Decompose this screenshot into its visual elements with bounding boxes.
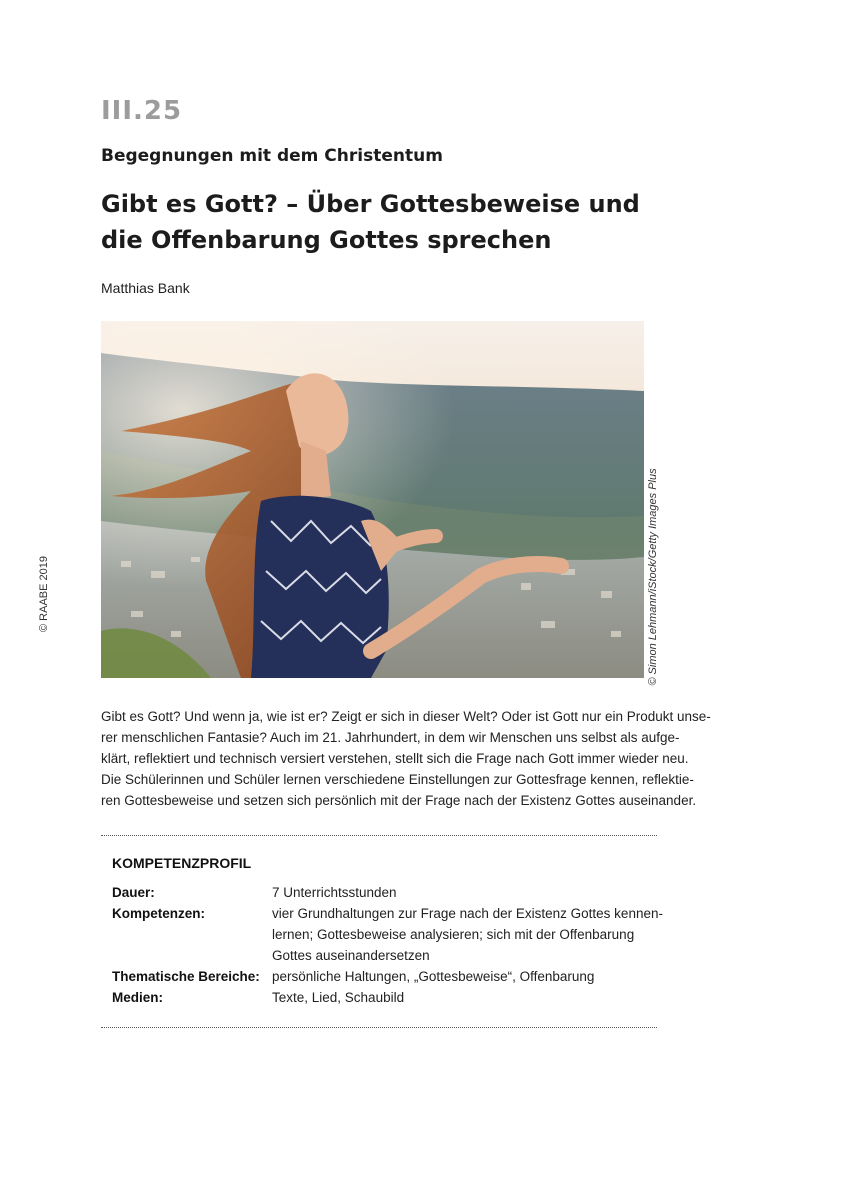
profile-value [272,987,652,1008]
profile-label: Dauer: [112,885,155,900]
author-name: Matthias Bank [101,280,190,296]
intro-line: Gibt es Gott? Und wenn ja, wie ist er? Zeigt er sich in dieser Welt? Oder ist Gott nur ein Produkt unse- [101,709,711,724]
section-number: III.25 [101,96,183,126]
profile-value-line: vier Grundhaltungen zur Frage nach der Existenz Gottes kennen- [272,906,663,921]
profile-label: Kompetenzen: [112,906,206,921]
profile-value-line: 7 Unterrichtsstunden [272,885,397,900]
profile-value-line: Gottes auseinandersetzen [272,948,430,963]
page-title [101,186,661,258]
profile-value-line: lernen; Gottesbeweise analysieren; sich mit der Offenbarung [272,927,635,942]
profile-value [272,903,663,966]
dotted-divider-top [101,835,657,836]
intro-line: rer menschlichen Fantasie? Auch im 21. Jahrhundert, in dem wir Menschen uns selbst als aufge- [101,730,680,745]
cover-photo [101,321,644,678]
series-title: Begegnungen mit dem Christentum [101,146,443,166]
photo-illustration [101,321,644,678]
kompetenzprofil-heading: KOMPETENZPROFIL [112,855,252,871]
title-line: die Offenbarung Gottes sprechen [101,226,552,254]
intro-line: ren Gottesbeweise und setzen sich persönlich mit der Frage nach der Existenz Gottes auseinander. [101,793,697,808]
profile-value [272,882,652,903]
profile-value-line: persönliche Haltungen, „Gottesbeweise“, Offenbarung [272,969,595,984]
image-credit: © Simon Lehmann/iStock/Getty Images Plus [647,468,659,686]
dotted-divider-bottom [101,1027,657,1028]
intro-line: Die Schülerinnen und Schüler lernen verschiedene Einstellungen zur Gottesfrage kennen, reflektie- [101,772,694,787]
profile-label: Medien: [112,990,164,1005]
profile-value-line: Texte, Lied, Schaubild [272,990,405,1005]
title-line: Gibt es Gott? – Über Gottesbeweise und [101,190,640,218]
copyright-notice: © RAABE 2019 [38,556,50,632]
intro-line: klärt, reflektiert und technisch versiert verstehen, stellt sich die Frage nach Gott immer wieder neu. [101,751,689,766]
profile-value [272,966,652,987]
profile-label: Thematische Bereiche: [112,969,260,984]
intro-paragraph [101,706,711,811]
